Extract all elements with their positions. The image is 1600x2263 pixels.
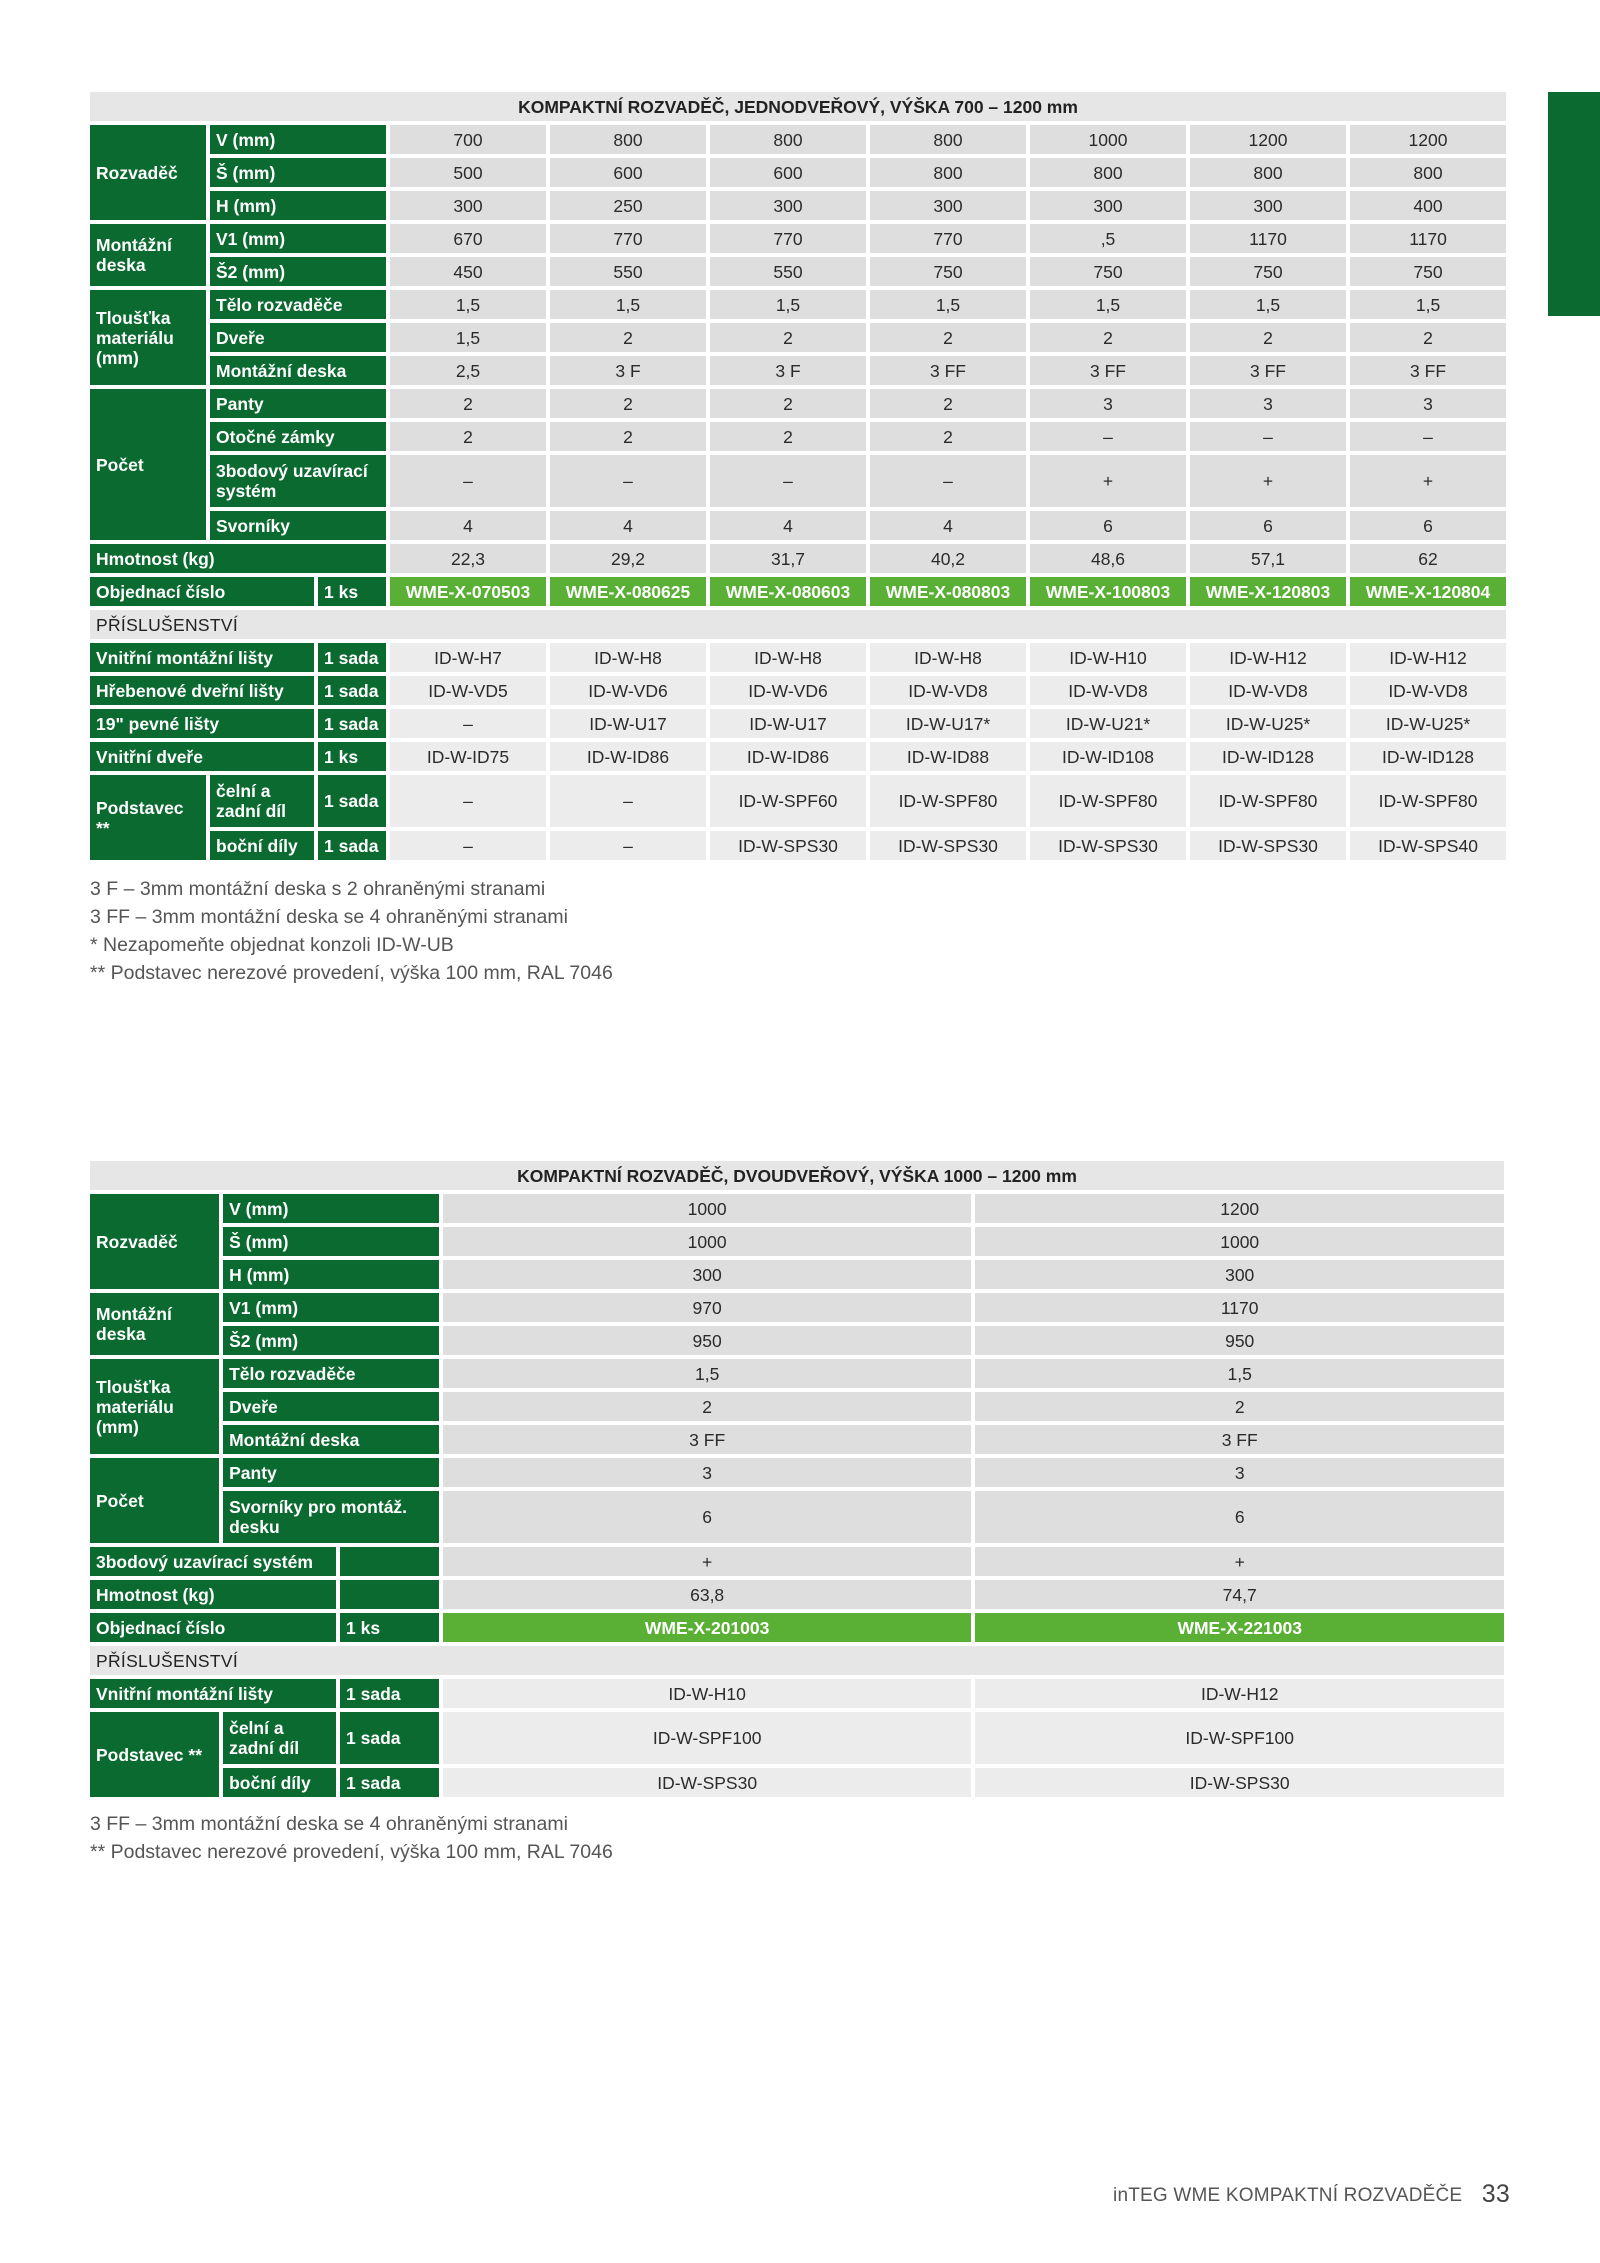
- table-cell: 3: [1350, 389, 1506, 418]
- table-cell: 2: [870, 389, 1026, 418]
- table-row: [90, 544, 1506, 573]
- table-cell: 3: [443, 1458, 972, 1487]
- section-tab: [1548, 92, 1600, 316]
- table-cell: 1,5: [1030, 290, 1186, 319]
- table-cell: 1,5: [1350, 290, 1506, 319]
- table-cell: ID-W-ID86: [710, 742, 866, 771]
- table-cell: ID-W-VD8: [1190, 676, 1346, 705]
- table-cell: +: [1190, 455, 1346, 507]
- row-label: Š (mm): [210, 158, 386, 187]
- table-cell: ,5: [1030, 224, 1186, 253]
- row-label: Š2 (mm): [223, 1326, 439, 1355]
- table-row: [90, 1227, 1504, 1256]
- table-cell: 2: [550, 323, 706, 352]
- table-row: [90, 224, 1506, 253]
- table-cell: 800: [870, 158, 1026, 187]
- section-row: [90, 610, 1506, 639]
- table-cell: 2: [550, 389, 706, 418]
- table-cell: –: [550, 831, 706, 860]
- footnote: * Nezapomeňte objednat konzoli ID-W-UB: [90, 934, 454, 956]
- table-cell: 750: [1190, 257, 1346, 286]
- unit-label: 1 sada: [318, 831, 386, 860]
- footnote: ** Podstavec nerezové provedení, výška 100 mm, RAL 7046: [90, 1841, 613, 1863]
- table-cell: 1,5: [443, 1359, 972, 1388]
- table-cell: 250: [550, 191, 706, 220]
- table-cell: 1,5: [1190, 290, 1346, 319]
- row-label: V (mm): [223, 1194, 439, 1223]
- table-cell: ID-W-SPF100: [975, 1712, 1504, 1764]
- table-cell: 600: [550, 158, 706, 187]
- table-row: [90, 1392, 1504, 1421]
- table-cell: ID-W-ID86: [550, 742, 706, 771]
- table-cell: 2: [870, 323, 1026, 352]
- table-cell: 950: [443, 1326, 972, 1355]
- row-label: Dveře: [223, 1392, 439, 1421]
- table-cell: 800: [710, 125, 866, 154]
- table-cell: 1200: [975, 1194, 1504, 1223]
- table-cell: 29,2: [550, 544, 706, 573]
- unit-label: [340, 1580, 439, 1609]
- row-label: Objednací číslo: [90, 577, 314, 606]
- table-cell: 6: [1190, 511, 1346, 540]
- table-cell: 1,5: [975, 1359, 1504, 1388]
- table-row: [90, 389, 1506, 418]
- unit-label: 1 sada: [340, 1768, 439, 1797]
- table-row: [90, 775, 1506, 827]
- table-cell: ID-W-VD8: [870, 676, 1026, 705]
- table-row: [90, 1547, 1504, 1576]
- table-cell: ID-W-ID128: [1350, 742, 1506, 771]
- unit-label: 1 sada: [318, 709, 386, 738]
- table-cell: 1000: [1030, 125, 1186, 154]
- table-cell: ID-W-ID128: [1190, 742, 1346, 771]
- table-cell: –: [1350, 422, 1506, 451]
- table-row: [90, 158, 1506, 187]
- unit-label: 1 ks: [318, 742, 386, 771]
- footnote: 3 FF – 3mm montážní deska se 4 ohraněnými stranami: [90, 906, 568, 928]
- table-cell: 2: [390, 389, 546, 418]
- table-row: [90, 1194, 1504, 1223]
- table-cell: 6: [1030, 511, 1186, 540]
- table-cell: ID-W-SPF80: [1030, 775, 1186, 827]
- table-cell: 550: [710, 257, 866, 286]
- table-cell: ID-W-U17: [550, 709, 706, 738]
- table-cell: 750: [870, 257, 1026, 286]
- table-row: [90, 511, 1506, 540]
- table-cell: –: [1030, 422, 1186, 451]
- table-row: [90, 831, 1506, 860]
- table-cell: 300: [390, 191, 546, 220]
- spec-table-single-door: [86, 88, 1510, 864]
- table-cell: 1,5: [550, 290, 706, 319]
- spec-table-double-door: [86, 1157, 1508, 1801]
- table-cell: ID-W-SPF80: [870, 775, 1026, 827]
- order-code: WME-X-100803: [1030, 577, 1186, 606]
- table-cell: ID-W-U25*: [1350, 709, 1506, 738]
- order-row: [90, 577, 1506, 606]
- row-label: H (mm): [210, 191, 386, 220]
- table-cell: 3 FF: [1190, 356, 1346, 385]
- table-cell: 6: [443, 1491, 972, 1543]
- table-row: [90, 356, 1506, 385]
- table-row: [90, 1679, 1504, 1708]
- row-label: V (mm): [210, 125, 386, 154]
- table-row: [90, 1425, 1504, 1454]
- table-cell: ID-W-SPS40: [1350, 831, 1506, 860]
- table-cell: 2: [390, 422, 546, 451]
- table-title: KOMPAKTNÍ ROZVADĚČ, JEDNODVEŘOVÝ, VÝŠKA 700 – 1200 mm: [90, 92, 1506, 121]
- table-cell: 74,7: [975, 1580, 1504, 1609]
- row-label: Vnitřní montážní lišty: [90, 1679, 336, 1708]
- order-code: WME-X-120803: [1190, 577, 1346, 606]
- table-cell: –: [390, 709, 546, 738]
- table-cell: 300: [975, 1260, 1504, 1289]
- section-row: [90, 1646, 1504, 1675]
- table-cell: ID-W-U17: [710, 709, 866, 738]
- table-row: [90, 1293, 1504, 1322]
- table-cell: 63,8: [443, 1580, 972, 1609]
- table-cell: ID-W-H8: [870, 643, 1026, 672]
- row-label: Svorníky: [210, 511, 386, 540]
- table-cell: 22,3: [390, 544, 546, 573]
- table-cell: 1200: [1350, 125, 1506, 154]
- group-label: Podstavec **: [90, 775, 206, 860]
- footnote: 3 FF – 3mm montážní deska se 4 ohraněnými stranami: [90, 1813, 568, 1835]
- table-cell: 2: [710, 389, 866, 418]
- order-code: WME-X-070503: [390, 577, 546, 606]
- order-code: WME-X-120804: [1350, 577, 1506, 606]
- table-cell: 2,5: [390, 356, 546, 385]
- unit-label: 1 ks: [340, 1613, 439, 1642]
- table-cell: +: [443, 1547, 972, 1576]
- table-cell: 1200: [1190, 125, 1346, 154]
- table-cell: ID-W-ID108: [1030, 742, 1186, 771]
- row-label: čelní a zadní díl: [210, 775, 314, 827]
- row-label: boční díly: [223, 1768, 336, 1797]
- table-cell: 2: [443, 1392, 972, 1421]
- table-cell: 1000: [975, 1227, 1504, 1256]
- table-cell: 500: [390, 158, 546, 187]
- table-title: KOMPAKTNÍ ROZVADĚČ, DVOUDVEŘOVÝ, VÝŠKA 1000 – 1200 mm: [90, 1161, 1504, 1190]
- row-label: Š2 (mm): [210, 257, 386, 286]
- table-cell: 800: [870, 125, 1026, 154]
- table-cell: 62: [1350, 544, 1506, 573]
- table-cell: ID-W-U21*: [1030, 709, 1186, 738]
- group-label: Rozvaděč: [90, 1194, 219, 1289]
- order-code: WME-X-080625: [550, 577, 706, 606]
- table-cell: ID-W-ID75: [390, 742, 546, 771]
- table-cell: 4: [870, 511, 1026, 540]
- table-cell: 1,5: [390, 323, 546, 352]
- order-row: [90, 1613, 1504, 1642]
- footer-text: inTEG WME KOMPAKTNÍ ROZVADĚČE: [1113, 2185, 1463, 2206]
- group-label: Tloušťka materiálu (mm): [90, 290, 206, 385]
- table-cell: –: [710, 455, 866, 507]
- table-cell: 2: [1350, 323, 1506, 352]
- table-cell: –: [550, 455, 706, 507]
- table-cell: 1170: [1190, 224, 1346, 253]
- table-cell: 3 FF: [1030, 356, 1186, 385]
- table-cell: 2: [550, 422, 706, 451]
- unit-label: 1 sada: [340, 1712, 439, 1764]
- table-row: [90, 742, 1506, 771]
- table-row: [90, 422, 1506, 451]
- table-cell: 3 FF: [443, 1425, 972, 1454]
- page-footer: [1113, 2180, 1510, 2209]
- row-label: 3bodový uzavírací systém: [90, 1547, 336, 1576]
- table-cell: 3 FF: [1350, 356, 1506, 385]
- row-label: Panty: [210, 389, 386, 418]
- table-cell: 2: [870, 422, 1026, 451]
- table-cell: 3 FF: [870, 356, 1026, 385]
- table-cell: 300: [443, 1260, 972, 1289]
- footnote: 3 F – 3mm montážní deska s 2 ohraněnými stranami: [90, 878, 546, 900]
- table-cell: 300: [870, 191, 1026, 220]
- table-cell: ID-W-SPF60: [710, 775, 866, 827]
- row-label: Objednací číslo: [90, 1613, 336, 1642]
- table-title-row: [90, 92, 1506, 121]
- table-cell: 770: [870, 224, 1026, 253]
- unit-label: 1 sada: [318, 775, 386, 827]
- row-label: Svorníky pro montáž. desku: [223, 1491, 439, 1543]
- unit-label: 1 ks: [318, 577, 386, 606]
- table-cell: 3: [1030, 389, 1186, 418]
- accessories-heading: PŘÍSLUŠENSTVÍ: [90, 1646, 1504, 1675]
- table-cell: 3 F: [550, 356, 706, 385]
- row-label: čelní a zadní díl: [223, 1712, 336, 1764]
- table-cell: 1170: [1350, 224, 1506, 253]
- table-cell: 800: [1350, 158, 1506, 187]
- table-cell: 2: [710, 323, 866, 352]
- table-cell: +: [1030, 455, 1186, 507]
- table-cell: ID-W-SPS30: [443, 1768, 972, 1797]
- table-row: [90, 1580, 1504, 1609]
- row-label: Hmotnost (kg): [90, 1580, 336, 1609]
- table-cell: ID-W-SPS30: [975, 1768, 1504, 1797]
- table-cell: –: [390, 831, 546, 860]
- table-cell: 800: [1030, 158, 1186, 187]
- table-cell: 57,1: [1190, 544, 1346, 573]
- table-cell: 750: [1350, 257, 1506, 286]
- table-cell: 3 FF: [975, 1425, 1504, 1454]
- footnotes-table1: [90, 875, 613, 987]
- unit-label: 1 sada: [318, 676, 386, 705]
- group-label: Montážní deska: [90, 1293, 219, 1355]
- table-cell: 2: [1190, 323, 1346, 352]
- order-code: WME-X-080803: [870, 577, 1026, 606]
- table-row: [90, 1768, 1504, 1797]
- row-label: H (mm): [223, 1260, 439, 1289]
- table-cell: –: [870, 455, 1026, 507]
- table-row: [90, 290, 1506, 319]
- table-cell: 1170: [975, 1293, 1504, 1322]
- row-label: 3bodový uzavírací systém: [210, 455, 386, 507]
- table-row: [90, 676, 1506, 705]
- table-cell: 800: [550, 125, 706, 154]
- table-cell: ID-W-H12: [1350, 643, 1506, 672]
- table-cell: –: [390, 455, 546, 507]
- table-cell: 3 F: [710, 356, 866, 385]
- table-cell: 300: [1190, 191, 1346, 220]
- table-row: [90, 1491, 1504, 1543]
- table-cell: 48,6: [1030, 544, 1186, 573]
- order-code: WME-X-221003: [975, 1613, 1504, 1642]
- table-cell: ID-W-VD6: [550, 676, 706, 705]
- table-cell: ID-W-SPF80: [1190, 775, 1346, 827]
- table-cell: ID-W-SPF100: [443, 1712, 972, 1764]
- table-cell: 2: [710, 422, 866, 451]
- table-cell: ID-W-H7: [390, 643, 546, 672]
- table-row: [90, 1458, 1504, 1487]
- table-cell: ID-W-H10: [1030, 643, 1186, 672]
- row-label: V1 (mm): [210, 224, 386, 253]
- table-cell: +: [975, 1547, 1504, 1576]
- table-row: [90, 1326, 1504, 1355]
- table-row: [90, 1359, 1504, 1388]
- table-row: [90, 191, 1506, 220]
- table-cell: 770: [710, 224, 866, 253]
- table-cell: ID-W-H8: [710, 643, 866, 672]
- group-label: Montážní deska: [90, 224, 206, 286]
- row-label: boční díly: [210, 831, 314, 860]
- table-cell: ID-W-VD6: [710, 676, 866, 705]
- table-cell: 700: [390, 125, 546, 154]
- table-cell: 300: [1030, 191, 1186, 220]
- footnote: ** Podstavec nerezové provedení, výška 100 mm, RAL 7046: [90, 962, 613, 984]
- table-cell: 300: [710, 191, 866, 220]
- table-cell: 4: [710, 511, 866, 540]
- row-label: Vnitřní dveře: [90, 742, 314, 771]
- row-label: 19" pevné lišty: [90, 709, 314, 738]
- table-title-row: [90, 1161, 1504, 1190]
- group-label: Počet: [90, 1458, 219, 1543]
- row-label: Dveře: [210, 323, 386, 352]
- order-code: WME-X-201003: [443, 1613, 972, 1642]
- table-cell: –: [550, 775, 706, 827]
- table-cell: ID-W-SPS30: [1030, 831, 1186, 860]
- row-label: Montážní deska: [223, 1425, 439, 1454]
- row-label: Otočné zámky: [210, 422, 386, 451]
- table-cell: 2: [1030, 323, 1186, 352]
- accessories-heading: PŘÍSLUŠENSTVÍ: [90, 610, 1506, 639]
- table-cell: 6: [975, 1491, 1504, 1543]
- table-cell: 550: [550, 257, 706, 286]
- order-code: WME-X-080603: [710, 577, 866, 606]
- table-cell: 1,5: [870, 290, 1026, 319]
- table-cell: ID-W-H10: [443, 1679, 972, 1708]
- table-cell: 40,2: [870, 544, 1026, 573]
- row-label: Vnitřní montážní lišty: [90, 643, 314, 672]
- table-cell: ID-W-VD8: [1350, 676, 1506, 705]
- table-cell: 600: [710, 158, 866, 187]
- table-cell: –: [1190, 422, 1346, 451]
- table-cell: ID-W-VD8: [1030, 676, 1186, 705]
- table-cell: 800: [1190, 158, 1346, 187]
- table-cell: –: [390, 775, 546, 827]
- table-row: [90, 257, 1506, 286]
- table-row: [90, 1260, 1504, 1289]
- table-cell: 3: [1190, 389, 1346, 418]
- page-number: 33: [1481, 2180, 1510, 2208]
- table-cell: 750: [1030, 257, 1186, 286]
- table-cell: ID-W-SPS30: [710, 831, 866, 860]
- table-cell: 3: [975, 1458, 1504, 1487]
- row-label: Hřebenové dveřní lišty: [90, 676, 314, 705]
- table-cell: ID-W-SPS30: [1190, 831, 1346, 860]
- table-cell: 4: [550, 511, 706, 540]
- table-row: [90, 125, 1506, 154]
- group-label: Tloušťka materiálu (mm): [90, 1359, 219, 1454]
- table-cell: ID-W-SPF80: [1350, 775, 1506, 827]
- footnotes-table2: [90, 1810, 613, 1866]
- table-cell: ID-W-U25*: [1190, 709, 1346, 738]
- table-cell: 670: [390, 224, 546, 253]
- row-label: Montážní deska: [210, 356, 386, 385]
- table-row: [90, 709, 1506, 738]
- table-row: [90, 323, 1506, 352]
- table-cell: 6: [1350, 511, 1506, 540]
- table-cell: 770: [550, 224, 706, 253]
- table-cell: 1000: [443, 1194, 972, 1223]
- table-cell: ID-W-VD5: [390, 676, 546, 705]
- table-cell: 970: [443, 1293, 972, 1322]
- table-cell: ID-W-H8: [550, 643, 706, 672]
- table-cell: +: [1350, 455, 1506, 507]
- table-cell: ID-W-ID88: [870, 742, 1026, 771]
- table-row: [90, 1712, 1504, 1764]
- unit-label: [340, 1547, 439, 1576]
- row-label: Hmotnost (kg): [90, 544, 386, 573]
- table-cell: ID-W-U17*: [870, 709, 1026, 738]
- table-cell: 450: [390, 257, 546, 286]
- group-label: Podstavec **: [90, 1712, 219, 1797]
- row-label: Panty: [223, 1458, 439, 1487]
- table-cell: 1,5: [710, 290, 866, 319]
- group-label: Počet: [90, 389, 206, 540]
- table-cell: 1,5: [390, 290, 546, 319]
- table-cell: 2: [975, 1392, 1504, 1421]
- table-cell: 4: [390, 511, 546, 540]
- table-cell: 950: [975, 1326, 1504, 1355]
- row-label: V1 (mm): [223, 1293, 439, 1322]
- table-cell: ID-W-H12: [975, 1679, 1504, 1708]
- table-cell: 400: [1350, 191, 1506, 220]
- table-row: [90, 455, 1506, 507]
- row-label: Tělo rozvaděče: [210, 290, 386, 319]
- row-label: Š (mm): [223, 1227, 439, 1256]
- table-cell: 31,7: [710, 544, 866, 573]
- table-cell: ID-W-SPS30: [870, 831, 1026, 860]
- table-row: [90, 643, 1506, 672]
- row-label: Tělo rozvaděče: [223, 1359, 439, 1388]
- unit-label: 1 sada: [318, 643, 386, 672]
- group-label: Rozvaděč: [90, 125, 206, 220]
- table-cell: ID-W-H12: [1190, 643, 1346, 672]
- unit-label: 1 sada: [340, 1679, 439, 1708]
- table-cell: 1000: [443, 1227, 972, 1256]
